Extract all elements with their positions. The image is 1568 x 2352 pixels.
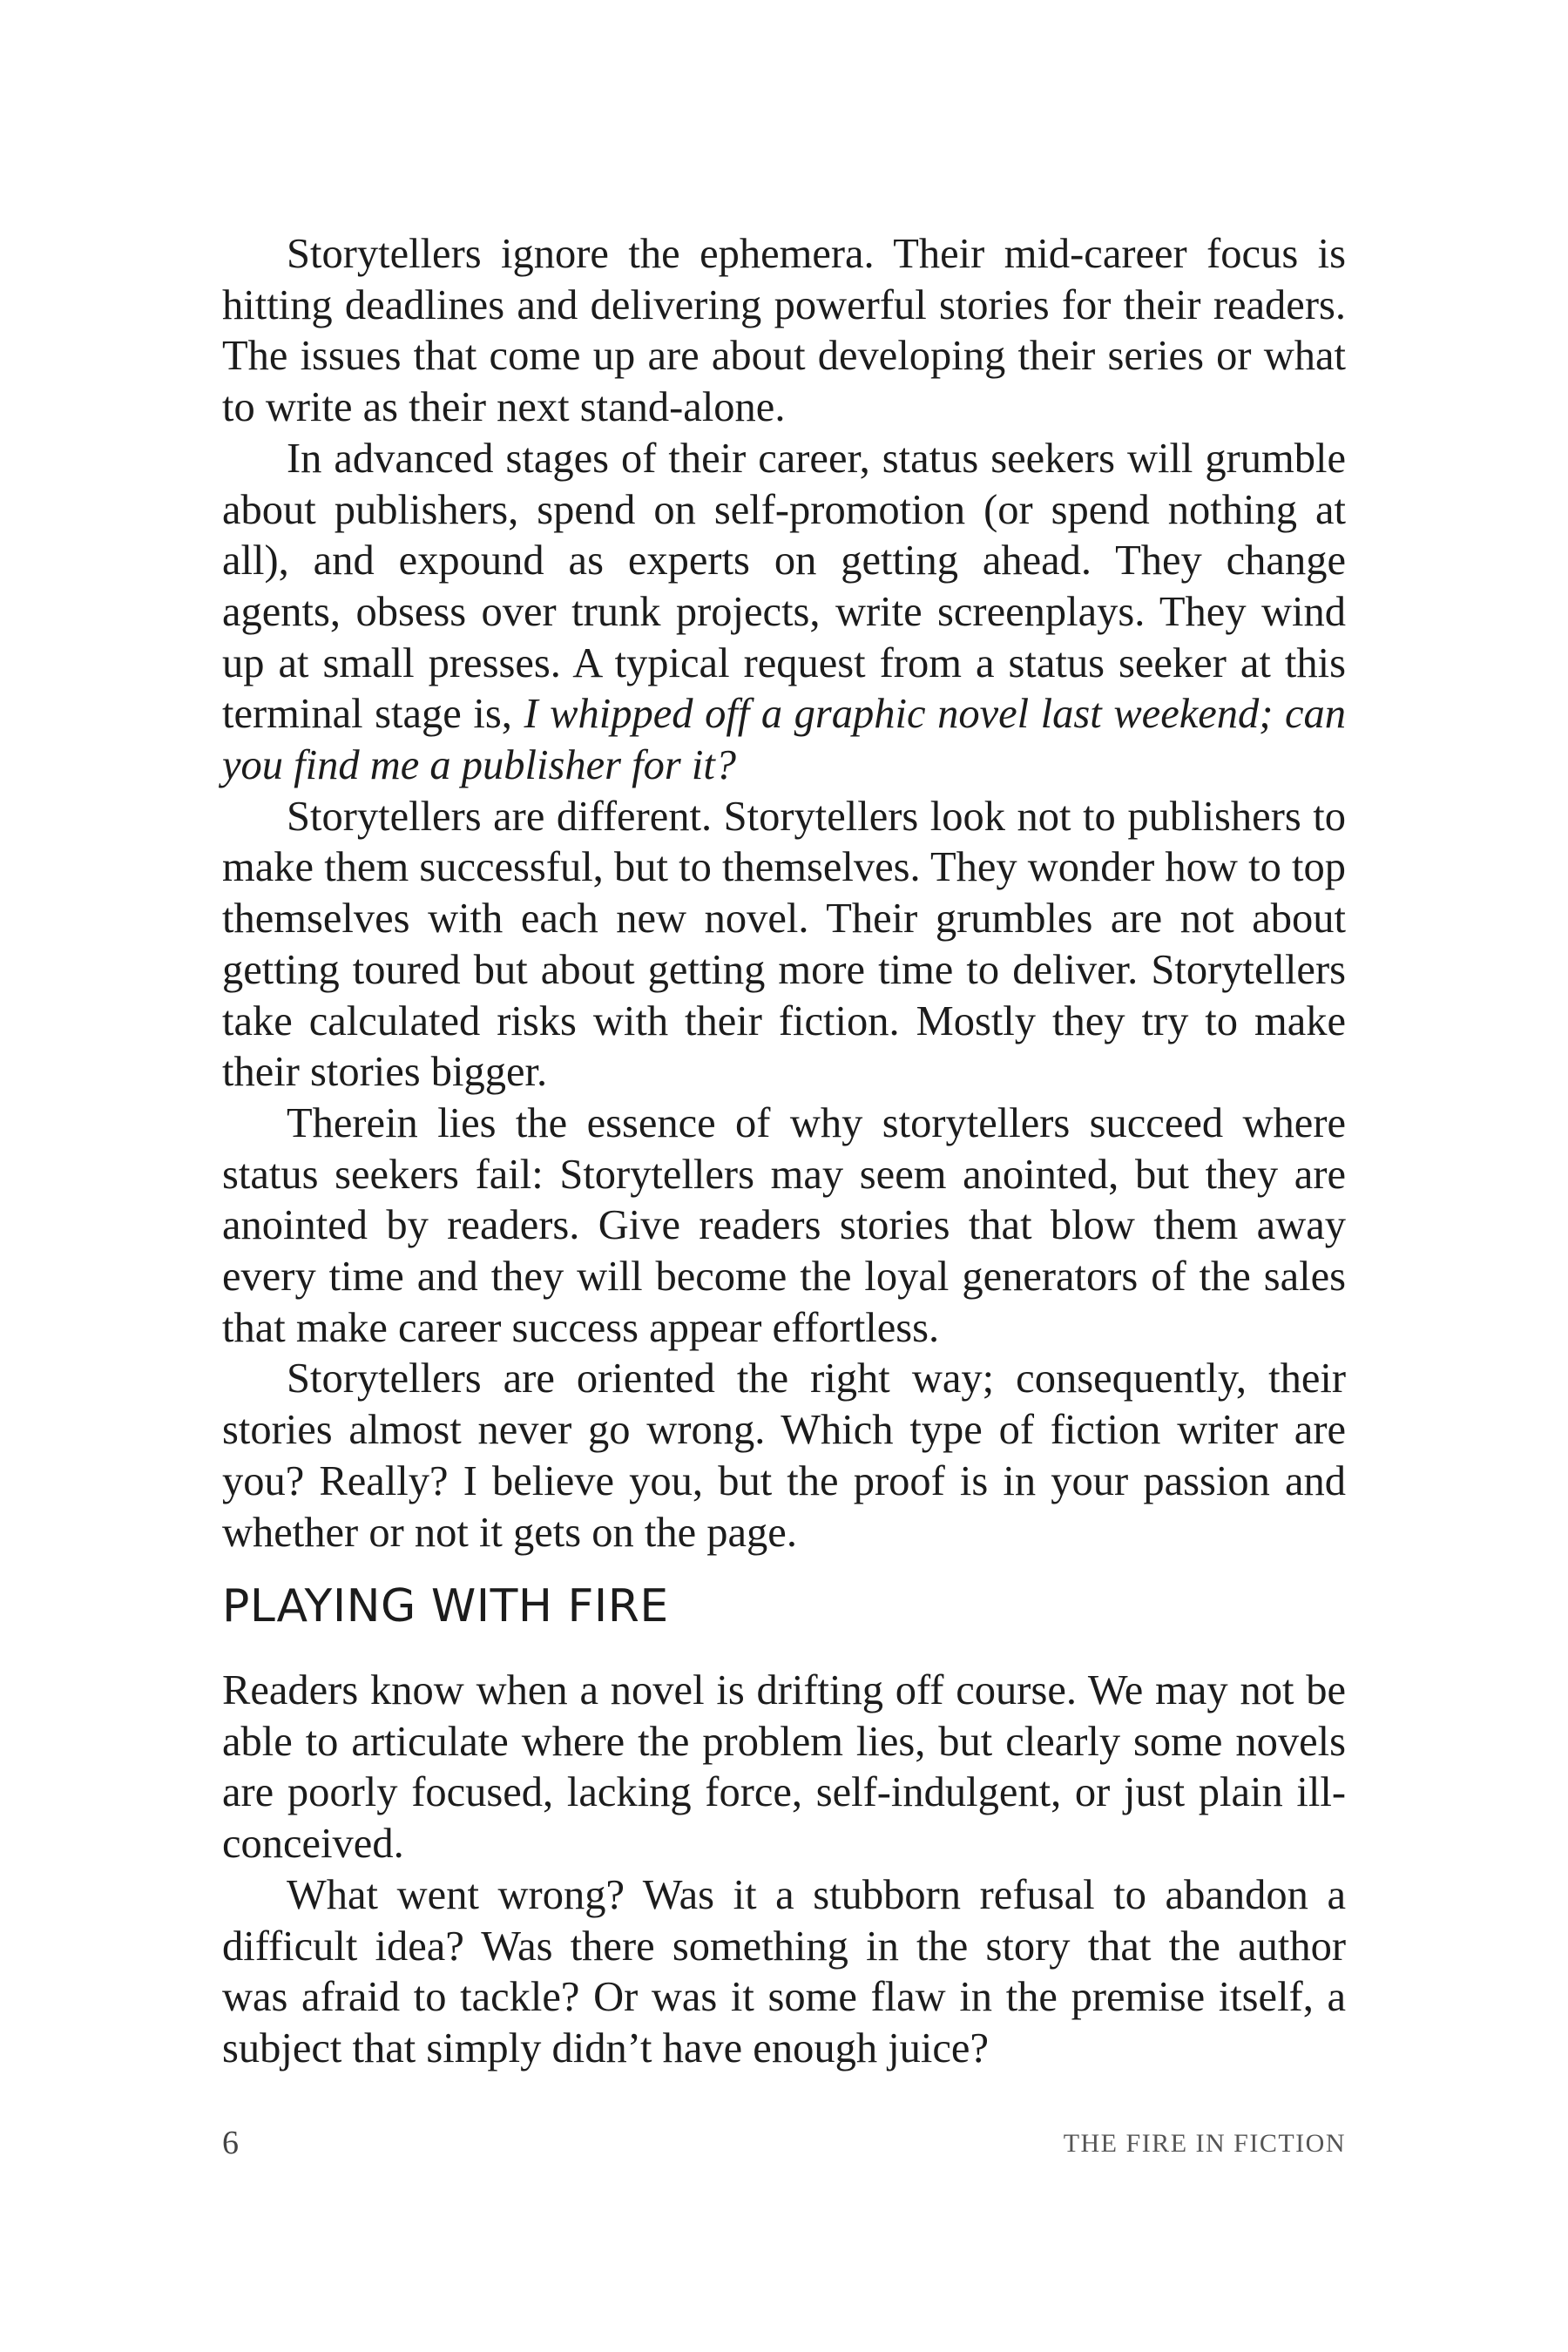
italic-quote: I whipped off a graphic novel last weekend; can you find me a publisher for it? [222,691,1347,789]
page-number: 6 [222,2125,239,2161]
paragraph-readers-know: Readers know when a novel is drifting off course. We may not be able to articulate where the problem lies, but clearly some novels are poorly focused, lacking force, self-indulgent, or just plain ill-conceived. [222,1667,1346,1868]
paragraph-storytellers-different: Storytellers are different. Storytellers look not to publishers to make them successful, but to themselves. They wonder how to top themselves with each new novel. Their grumbles are not about getting toured but about getting more time to deliver. Storytellers take calculated risks with their fiction. Mostly they try to make their stories bigger. [222,793,1346,1096]
section-heading: PLAYING WITH FIRE [222,1580,669,1632]
paragraph-therein-lies: Therein lies the essence of why storytellers succeed where status seekers fail: Storytellers may seem anointed, but they are anointed by readers. Give readers stories that blow them away every time and they will become the loyal generators of the sales that make career success appear effortless. [222,1099,1346,1351]
paragraph-status-seekers-text: In advanced stages of their career, status seekers will grumble about publishers, spend on self-promotion (or spend nothing at all), and expound as experts on getting ahead. They change agents, obsess over trunk projects, write screenplays. They wind up at small presses. A typical request from a status seeker at this terminal stage is, [222,435,1346,738]
paragraph-what-went-wrong: What went wrong? Was it a stubborn refusal to abandon a difficult idea? Was there something in the story that the author was afraid to tackle? Or was it some flaw in the premise itself, a subject that simply didn’t have enough juice? [222,1871,1346,2072]
paragraph-oriented-right-way: Storytellers are oriented the right way; consequently, their stories almost never go wrong. Which type of fiction writer are you? Really? I believe you, but the proof is in your passion and whether or not it gets on the page. [222,1355,1346,1556]
body-text-section [222,1666,1346,2075]
running-footer-title: THE FIRE IN FICTION [1063,2129,1346,2158]
body-text-top [222,229,1346,1558]
paragraph-storytellers-ignore: Storytellers ignore the ephemera. Their mid-career focus is hitting deadlines and delivering powerful stories for their readers. The issues that come up are about developing their series or what to write as their next stand-alone. [222,231,1346,431]
paragraph-status-seekers [222,434,1346,792]
